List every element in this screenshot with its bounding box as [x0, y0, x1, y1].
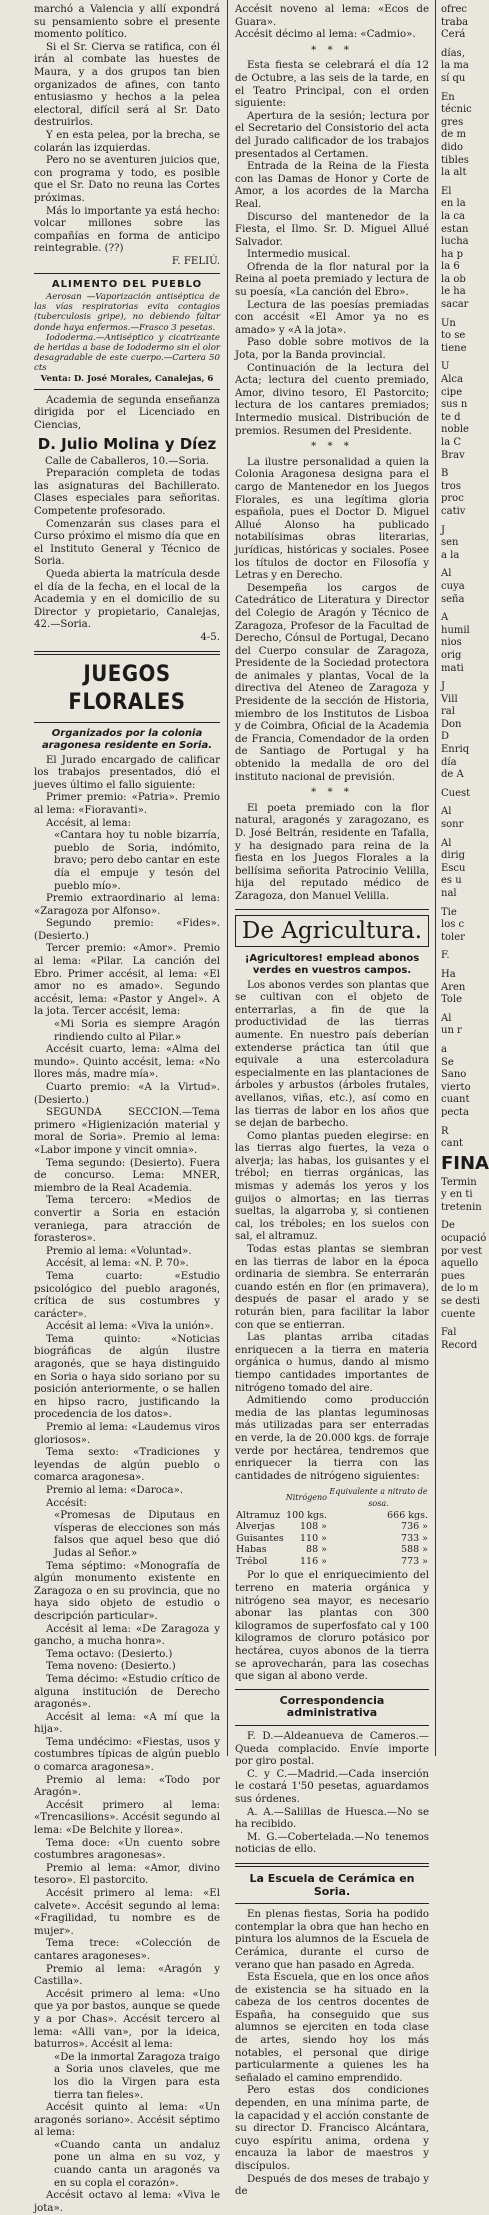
award: Premio al lema: «Amor, divino tesoro». El pastorcito.	[34, 1862, 220, 1887]
divider	[235, 1725, 429, 1726]
column-rule-2	[435, 0, 436, 1756]
paragraph: Todas estas plantas se siembran en las tierras de labor en la época ordinaria de siembra. Se enterrarán cuando estén en flor (en primavera), después de pasar el arado y se roturán bien, para facilitar la labor con que se entierran.	[235, 1244, 429, 1331]
line-fragment: toler	[441, 931, 465, 943]
line-fragment: Al	[441, 568, 452, 580]
award: Cuarto premio: «A la Virtud». (Desierto.)	[34, 1082, 220, 1106]
poet-paragraph: El poeta premiado con la flor natural, aragonés y zaragozano, es D. José Beltrán, residente en Tafalla, y ha designado para reina de la fiesta en los Juegos Florales a la bellísima señorita Patrocinio Velilla, hija del reputado médico de Zaragoza, don Manuel Velilla.	[235, 802, 429, 902]
line-fragment: tretenin	[441, 1201, 482, 1213]
cell-nitrogen: 100 kgs.	[286, 1509, 327, 1521]
awards-list	[34, 792, 220, 2215]
mantenedor-bio	[235, 457, 429, 784]
paragraph: Pero no se aventuren juicios que, con programa y todo, es posible que el Sr. Dato no reuna las Cortes próximas.	[34, 155, 220, 204]
award: Tema sexto: «Tradiciones y leyendas de algún pueblo o comarca aragonesa».	[34, 1447, 220, 1484]
award: Accésit, al lema:	[46, 817, 131, 829]
section-title: JUEGOS FLORALES	[68, 661, 186, 715]
line-fragment: cipe	[441, 386, 463, 398]
cell-equivalent: 733 »	[401, 1532, 428, 1544]
column-right-cropped	[437, 0, 489, 1756]
cropped-lines	[441, 4, 480, 1151]
line-fragment: la 6	[441, 261, 460, 273]
award: Tema trece: «Colección de cantares aragoneses».	[34, 1938, 220, 1962]
line-fragment: orig	[441, 649, 462, 661]
award: Primer premio: «Patria». Premio al lema: «Fioravanti».	[34, 792, 220, 816]
line-fragment: la ob	[441, 273, 466, 285]
line-fragment: mati	[441, 662, 464, 674]
paragraph: Apertura de la sesión; lectura por el Secretario del Consistorio del acta del Jurado calificador de los trabajos presentados al Certamen.	[235, 110, 429, 160]
cell-plant: Altramuz	[236, 1509, 281, 1521]
line-fragment: Al	[441, 837, 452, 849]
paragraph: Si el Sr. Cierva se ratifica, con él irán al combate las huestes de Maura, y a dos grupos tan bien organizados de afines, con tanto entusiasmo y hechos a la pelea electoral, difícil será al Sr. Dato destruirlos.	[34, 41, 220, 129]
table-row	[235, 1521, 429, 1533]
line-fragment: F.	[441, 950, 450, 962]
line-fragment: Enriq	[441, 744, 470, 756]
table-row	[235, 1544, 429, 1556]
award: SEGUNDA SECCION.—Tema primero «Higienización material y moral de Soria». Premio al lema: «Labor impone y vincit omnia».	[34, 1107, 220, 1156]
award: Tema cuarto: «Estudio psicológico del pueblo aragonés, crítica de sus costumbres y carácter».	[34, 1270, 220, 1320]
column-header: Nitrógeno	[285, 1493, 327, 1503]
line-fragment: a la	[441, 549, 460, 561]
award: Tema séptimo: «Monografía de algún monumento existente en Zaragoza o en su provincia, que no haya sido objeto de estudio o descripción particular».	[34, 1560, 220, 1622]
paragraph: Queda abierta la matrícula desde el día de la fecha, en el local de la Academia y en el domicilio de su Director y propietario, Canalejas, 42.—Soria.	[34, 569, 220, 631]
paragraph: Continuación de la lectura del Acta; lectura del cuento premiado, Amor, divino tesoro, El Pastorcito; lectura de los cantares premiados; Intermedio musical. Distribución de premios. Resumen del Presidente.	[235, 362, 429, 437]
table-row	[235, 1510, 429, 1522]
advertisement	[34, 279, 220, 383]
table-row	[235, 1556, 429, 1568]
paragraph: Ofrenda de la flor natural por la Reina al poeta premiado y lectura de su poesía, «La canción del Ebro».	[235, 261, 429, 299]
divider	[235, 1903, 429, 1904]
line-fragment: Alca	[441, 374, 463, 386]
cell-equivalent: 588 »	[401, 1544, 428, 1556]
award: Tema noveno: (Desierto.)	[46, 1661, 176, 1673]
ad-reference: 4-5.	[200, 631, 220, 643]
line-fragment: Al	[441, 806, 452, 818]
award: Premio al lema: «Voluntad».	[46, 1245, 192, 1257]
divider	[34, 389, 220, 390]
award: Premio al lema: «Aragón y Castilla».	[34, 1963, 220, 1988]
line-fragment: la ma	[441, 60, 469, 72]
award: Tema undécimo: «Fiestas, usos y costumbres típicas de algún pueblo o comarca aragonesa».	[34, 1736, 220, 1774]
cell-nitrogen: 108 »	[300, 1521, 327, 1533]
line-fragment: gres	[441, 116, 464, 128]
section-subtitle: Organizados por la colonia aragonesa residente en Soria.	[41, 727, 213, 751]
divider	[235, 1689, 429, 1690]
line-fragment: un r	[441, 1025, 462, 1037]
line-fragment: en la	[441, 198, 466, 210]
line-fragment: te d	[441, 411, 461, 423]
cell-equivalent: 666 kgs.	[387, 1509, 428, 1521]
paragraph: Preparación completa de todas las asignaturas del Bachillerato. Clases especiales para señoritas. Competente profesorado.	[34, 468, 220, 518]
award: Accésit al lema: «A mí que la hija».	[34, 1711, 220, 1736]
paragraph: Admitiendo como producción media de las plantas leguminosas más utilizadas para ser enterradas en verde, la de 20.000 kgs. de forraje verde por hectárea, tendremos que enriquecer la tierra con las cantidades de nitrógeno siguientes:	[235, 1395, 429, 1482]
fiesta-program	[235, 60, 429, 438]
line-fragment: cuente	[441, 1308, 476, 1320]
agriculture-article	[235, 980, 429, 1684]
agriculture-subtitle: ¡Agricultores! emplead abonos verdes en vuestros campos.	[244, 952, 420, 976]
line-fragment: Fal	[441, 1327, 457, 1339]
line-fragment: J	[441, 524, 446, 536]
line-fragment: Cerá	[441, 29, 466, 41]
line-fragment: El	[441, 185, 452, 197]
line-fragment: día	[441, 756, 457, 768]
award: Tema décimo: «Estudio crítico de alguna institución de Derecho aragonés».	[34, 1673, 220, 1711]
line-fragment: técnic	[441, 104, 472, 116]
column-middle	[229, 0, 434, 2198]
line-fragment: B	[441, 468, 449, 480]
cell-nitrogen: 88 »	[306, 1544, 327, 1556]
paragraph: Esta Escuela, que en los once años de existencia se ha situado en la cabeza de los centros docentes de España, ha conseguido que sus alumnos se ejerciten en toda clase de artes, siendo hoy los más notables, el personal que dirige particularmente a quienes les ha señalado el camino emprendido.	[235, 1972, 429, 2084]
escuela-article	[235, 1909, 429, 2199]
top-line: Accésit noveno al lema: «Ecos de Guara».	[235, 4, 429, 28]
divider	[34, 722, 220, 723]
verse: «Mi Soria es siempre Aragón rindiendo culto al Pilar.»	[54, 1019, 220, 1043]
award: Premio extraordinario al lema: «Zaragoza por Alfonso».	[34, 893, 220, 917]
line-fragment: sus n	[441, 399, 468, 411]
line-fragment: Don	[441, 718, 462, 730]
ad-footer: Venta: D. José Morales, Canalejas, 6	[40, 373, 214, 384]
nitrogen-table	[235, 1486, 429, 1567]
line-fragment: lucha	[441, 236, 469, 248]
top-line: Accésit décimo al lema: «Cadmio».	[235, 29, 416, 41]
line-fragment: Tie	[441, 906, 457, 918]
line-fragment: se desti	[441, 1296, 480, 1308]
academy-ad	[34, 395, 220, 645]
paragraph: En plenas fiestas, Soria ha podido contemplar la obra que han hecho en pintura los alumnos de la Escuela de Cerámica, durante el curso de verano que han pasado en Agreda.	[235, 1909, 429, 1971]
award: Accésit octavo al lema: «Viva le jota».	[34, 2190, 220, 2214]
line-fragment: dido	[441, 141, 464, 153]
cell-nitrogen: 110 »	[300, 1532, 327, 1544]
line-fragment: ha p	[441, 248, 463, 260]
signature: F. FELIÚ.	[171, 255, 220, 267]
award: Tema quinto: «Noticias biográficas de algún ilustre aragonés, que se haya distinguido en Soria o haya sido soriano por su posición anteriormente, o se hallen en hipso racro, justificando la procedencia de los datos».	[34, 1333, 220, 1421]
award: Accésit primero al lema: «El calvete». Accésit segundo al lema: «Fragilidad, tu nombre es de mujer».	[34, 1888, 220, 1937]
verse: «Promesas de Diputaus en vísperas de elecciones son más falsos que aquel beso que dió Judas al Señor.»	[54, 1510, 220, 1559]
line-fragment: la C	[441, 437, 461, 448]
award: Tema octavo: (Desierto.)	[46, 1648, 173, 1660]
line-fragment: Aren	[441, 981, 466, 993]
line-fragment: ral	[441, 706, 455, 718]
award: Accésit al lema: «De Zaragoza y gancho, a mucha honra».	[34, 1623, 220, 1648]
line-fragment: ofrec	[441, 4, 468, 15]
paragraph: Pero estas dos condiciones dependen, en una mínima parte, de la capacidad y el acción constante de su director D. Francisco Alcántara, cuyo espíritu anima, ordena y encauza la labor de maestros y discípulos.	[235, 2085, 429, 2172]
list-item: F. D.—Aldeanueva de Cameros.—Queda complacido. Envíe importe por giro postal.	[235, 1731, 429, 1768]
award: Tema segundo: (Desierto). Fuera de concurso. Lema: MNER, miembro de la Real Academia.	[34, 1157, 220, 1194]
line-fragment: cuya	[441, 580, 465, 592]
teacher-name: D. Julio Molina y Díez	[37, 434, 217, 453]
award: Accésit primero al lema: «Trencasilions». Accésit segundo al lema: «De Belchite y llorea».	[34, 1799, 220, 1837]
line-fragment: Record	[441, 1339, 478, 1351]
award: Accésit, al lema: «N. P. 70».	[46, 1258, 189, 1270]
line-fragment: dirig	[441, 850, 465, 862]
cell-plant: Guisantes	[236, 1532, 284, 1544]
line-fragment: A	[441, 612, 449, 624]
ad-body-2: Iododerma.—Antiséptico y cicatrizante de heridas a base de Iododermo sin el olor desagradable de este cuerpo.—Cartera 50 cts	[34, 332, 220, 374]
ad-title: ALIMENTO DEL PUEBLO	[51, 279, 203, 291]
paragraph: Y en esta pelea, por la brecha, se colarán las izquierdas.	[34, 129, 220, 154]
line-fragment: Sano	[441, 1069, 467, 1081]
ad-body: Aerosan —Vaporización antiséptica de las vías respiratorias evita contagios (tuberculosis gripe), no debiendo faltar donde haya enfermos.—Frasco 3 pesetas.	[34, 292, 220, 333]
separator-stars: * * *	[311, 44, 353, 56]
list-item: A. A.—Salillas de Huesca.—No se ha recibido.	[235, 1806, 429, 1831]
paragraph: La ilustre personalidad a quien la Colonia Aragonesa designa para el cargo de Mantenedor en los Juegos Florales, es una legítima gloria española, pues el Doctor D. Miguel Allué Alonso ha publicado notabilísimas obras literarias, jurídicas, históricas y sociales. Posee los títulos de doctor en Filosofía y Letras y en Derecho.	[235, 456, 429, 582]
line-fragment: aquello	[441, 1258, 479, 1270]
line-fragment: pues	[441, 1270, 465, 1282]
award: Accésit primero al lema: «Uno que ya por bastos, aunque se quede y a por Chas». Accésit tercero al lema: «Alli van», por la ideica, baturros». Accésit al lema:	[34, 1988, 220, 2051]
line-fragment: D	[441, 731, 450, 743]
paragraph: Las plantas arriba citadas enriquecen a la tierra en materia orgánica o humus, dando al mismo tiempo cantidades importantes de nitrógeno tomado del aire.	[235, 1332, 429, 1394]
line-fragment: cativ	[441, 505, 466, 517]
line-fragment: es u	[441, 875, 462, 887]
line-fragment: nios	[441, 637, 462, 649]
column-left	[0, 0, 226, 2214]
escuela-title: La Escuela de Cerámica en Soria.	[249, 1871, 415, 1898]
line-fragment: cuant	[441, 1094, 470, 1106]
line-fragment: sacar	[441, 299, 469, 311]
line-fragment: noble	[441, 424, 469, 436]
fina-heading: FINA	[441, 1152, 489, 1174]
line-fragment: sí qu	[441, 72, 466, 84]
award: Premio al lema: «Laudemus viros gloriosos».	[34, 1422, 220, 1446]
line-fragment: Un	[441, 317, 456, 329]
paragraph: marchó a Valencia y allí expondrá su pensamiento sobre el presente momento político.	[34, 4, 220, 41]
line-fragment: seña	[441, 593, 465, 605]
double-divider	[34, 651, 220, 655]
line-fragment: de lo m	[441, 1283, 479, 1295]
intro-article	[34, 4, 220, 268]
list-item: M. G.—Cobertelada.—No tenemos noticias de ello.	[235, 1831, 429, 1856]
award: Tema doce: «Un cuento sobre costumbres aragonesas».	[34, 1837, 220, 1862]
table-header-row	[235, 1486, 429, 1509]
paragraph: Más lo importante ya está hecho: volcar millones sobre las compañías en forma de anticipo reintegrable. (??)	[34, 205, 220, 255]
line-fragment: R	[441, 1125, 449, 1137]
award: Accésit al lema: «Viva la unión».	[46, 1321, 214, 1333]
line-fragment: pecta	[441, 1106, 469, 1118]
line-fragment: to se	[441, 330, 466, 342]
line-fragment: Vill	[441, 693, 458, 705]
line-fragment: ocupació	[441, 1233, 487, 1245]
line-fragment: tros	[441, 480, 461, 492]
line-fragment: nal	[441, 888, 457, 899]
award: Segundo premio: «Fides». (Desierto.)	[34, 918, 220, 942]
award: Tema tercero: «Medios de convertir a Soria en estación veraniega, para atracción de forasteros».	[34, 1195, 220, 1245]
award: Premio al lema: «Daroca».	[46, 1485, 184, 1497]
cell-equivalent: 736 »	[401, 1521, 428, 1533]
verse: «De la inmortal Zaragoza traigo a Soria unos claveles, que me los dio la Virgen para esta tierra tan fieles».	[54, 2051, 220, 2101]
line-fragment: humil	[441, 624, 470, 636]
line-fragment: cant	[441, 1138, 464, 1150]
separator-stars: * * *	[311, 787, 353, 799]
teacher-address: Calle de Caballeros, 10.—Soria.	[44, 455, 210, 467]
correspondence-list	[235, 1731, 429, 1857]
line-fragment: Ha	[441, 968, 456, 980]
cell-equivalent: 773 »	[401, 1555, 428, 1567]
paragraph: Después de dos meses de trabajo y de	[235, 2173, 429, 2198]
line-fragment: de m	[441, 129, 466, 141]
table-row	[235, 1533, 429, 1545]
line-fragment: Al	[441, 1012, 452, 1024]
line-fragment: a	[441, 1043, 447, 1055]
column-header: Equivalente a nitrato de sosa.	[329, 1487, 428, 1508]
paragraph: Esta fiesta se celebrará el día 12 de Octubre, a las seis de la tarde, en el Teatro Principal, con el orden siguiente:	[235, 60, 429, 110]
line-fragment: J	[441, 681, 446, 693]
cell-plant: Habas	[236, 1544, 267, 1556]
cell-plant: Alverjas	[236, 1521, 275, 1533]
line-fragment: traba	[441, 16, 469, 28]
paragraph: Discurso del mantenedor de la Fiesta, el Ilmo. Sr. D. Miguel Allué Salvador.	[235, 211, 429, 248]
line-fragment: Termin	[441, 1176, 477, 1188]
line-fragment: la alt	[441, 167, 467, 179]
paragraph: Paso doble sobre motivos de la Jota, por la Banda provincial.	[235, 337, 429, 362]
award: Tercer premio: «Amor». Premio al lema: «Pilar. La canción del Ebro. Primer accésit, al lema: «El amor no es amado». Segundo accésit, lema: «Pastor y Angel». A la jota. Tercer accésit, lema:	[34, 943, 220, 1018]
award: Premio al lema: «Todo por Aragón».	[34, 1774, 220, 1799]
line-fragment: y en ti	[441, 1189, 473, 1201]
correspondence-title: Correspondencia administrativa	[279, 1693, 385, 1720]
paragraph: Comenzarán sus clases para el Curso próximo el mismo día que en el Instituto General y Técnico de Soria.	[34, 518, 220, 568]
divider	[235, 909, 429, 910]
paragraph: Entrada de la Reina de la Fiesta con las Damas de Honor y Corte de Amor, a los acordes de la Marcha Real.	[235, 161, 429, 210]
paragraph: Los abonos verdes son plantas que se cultivan con el objeto de enterrarlas, a fin de que la productividad de las tierras aumente. En nuestro país deberían extenderse práctica tan útil que equivale a una estercoladura especialmente en las plantaciones de árboles y arbustos (árboles frutales, avellanos, viñas, etc.), así como en las tierras de labor en los años que se dejan de barbecho.	[235, 979, 429, 1130]
line-fragment: días,	[441, 47, 465, 59]
column-rule-1	[227, 0, 228, 1756]
jury-text: El Jurado encargado de calificar los trabajos presentados, dió el jueves último el fallo siguiente:	[34, 754, 220, 791]
line-fragment: En	[441, 91, 455, 103]
line-fragment: proc	[441, 493, 464, 505]
award: Accésit:	[46, 1497, 87, 1509]
line-fragment: Brav	[441, 449, 465, 461]
paragraph: Intermedio musical.	[247, 249, 351, 261]
cell-nitrogen: 116 »	[300, 1555, 327, 1567]
line-fragment: Escu	[441, 862, 466, 874]
agriculture-title: De Agricultura.	[235, 915, 429, 947]
divider	[34, 273, 220, 274]
separator-stars: * * *	[311, 441, 353, 453]
line-fragment: tibles	[441, 154, 469, 166]
line-fragment: Tole	[441, 994, 463, 1006]
award: Accésit quinto al lema: «Un aragonés soriano». Accésit séptimo al lema:	[34, 2102, 220, 2139]
cropped-lines-2	[441, 1176, 487, 1353]
line-fragment: de A	[441, 769, 464, 781]
line-fragment: De	[441, 1220, 455, 1232]
verse: «Cuando canta un andaluz pone un alma en su voz, y cuando canta un aragonés va en su copla el corazón».	[54, 2139, 220, 2189]
line-fragment: U	[441, 361, 450, 373]
paragraph: Lectura de las poesías premiadas con accésit «El Amor ya no es amado» y «A la jota».	[235, 299, 429, 336]
paragraph: Como plantas pueden elegirse: en las tierras algo fuertes, la veza o alverja; las habas, los guisantes y el trébol; en tierras orgánicas, las mismas y además los yeros y los guijos o almortas; en las tierras sueltas, la algarroba y, si contienen cal, los tréboles; en los suelos con sal, el altramuz.	[235, 1130, 429, 1243]
paragraph: Por lo que el enriquecimiento del terreno en materia orgánica y nitrógeno sea mayor, es necesario abonar las plantas con 300 kilogramos de superfosfato cal y 100 kilogramos de cloruro potásico por hectárea, cuyos abonos de la tierra se aprovecharán, para las cosechas que sigan al abono verde.	[235, 1570, 429, 1683]
line-fragment: la ca	[441, 210, 465, 222]
list-item: C. y C.—Madrid.—Cada inserción le costará 1'50 pesetas, aguardamos sus órdenes.	[235, 1768, 429, 1805]
academy-intro: Academia de segunda enseñanza dirigida por el Licenciado en Ciencias,	[34, 394, 220, 432]
double-divider	[235, 1863, 429, 1867]
line-fragment: por vest	[441, 1245, 483, 1257]
line-fragment: vierto	[441, 1081, 471, 1093]
cell-plant: Trébol	[236, 1555, 268, 1567]
line-fragment: Cuest	[441, 787, 471, 799]
line-fragment: tiene	[441, 342, 467, 354]
line-fragment: sen	[441, 537, 459, 549]
line-fragment: le ha	[441, 286, 466, 298]
line-fragment: sonr	[441, 819, 464, 831]
line-fragment: los c	[441, 919, 465, 931]
line-fragment: estan	[441, 223, 469, 235]
paragraph: Desempeña los cargos de Catedrático de Literatura y Director del Colegio de Aragón y Técnico de Zaragoza, Profesor de la Facultad de Derecho, Cónsul de Portugal, Decano del Cuerpo consular de Zaragoza, Presidente de la Sociedad protectora de animales y plantas, Vocal de la directiva del Ateneo de Zaragoza y Presidente de la sección de Historia, miembro de los Institutos de Lisboa y de Coimbra, Oficial de la Academia de Francia, Comendador de la orden de Santiago de Portugal y ha obtenido la medalla de oro del instituto nacional de previsión.	[235, 582, 429, 783]
award: Accésit cuarto, lema: «Alma del mundo». Quinto accésit, lema: «No llores más, madre mía».	[34, 1044, 220, 1081]
line-fragment: Se	[441, 1056, 454, 1068]
verse: «Cantara hoy tu noble bizarría, pueblo de Soria, indómito, bravo; pero debo cantar en este día el empuje y tesón del pueblo mío».	[54, 830, 220, 892]
